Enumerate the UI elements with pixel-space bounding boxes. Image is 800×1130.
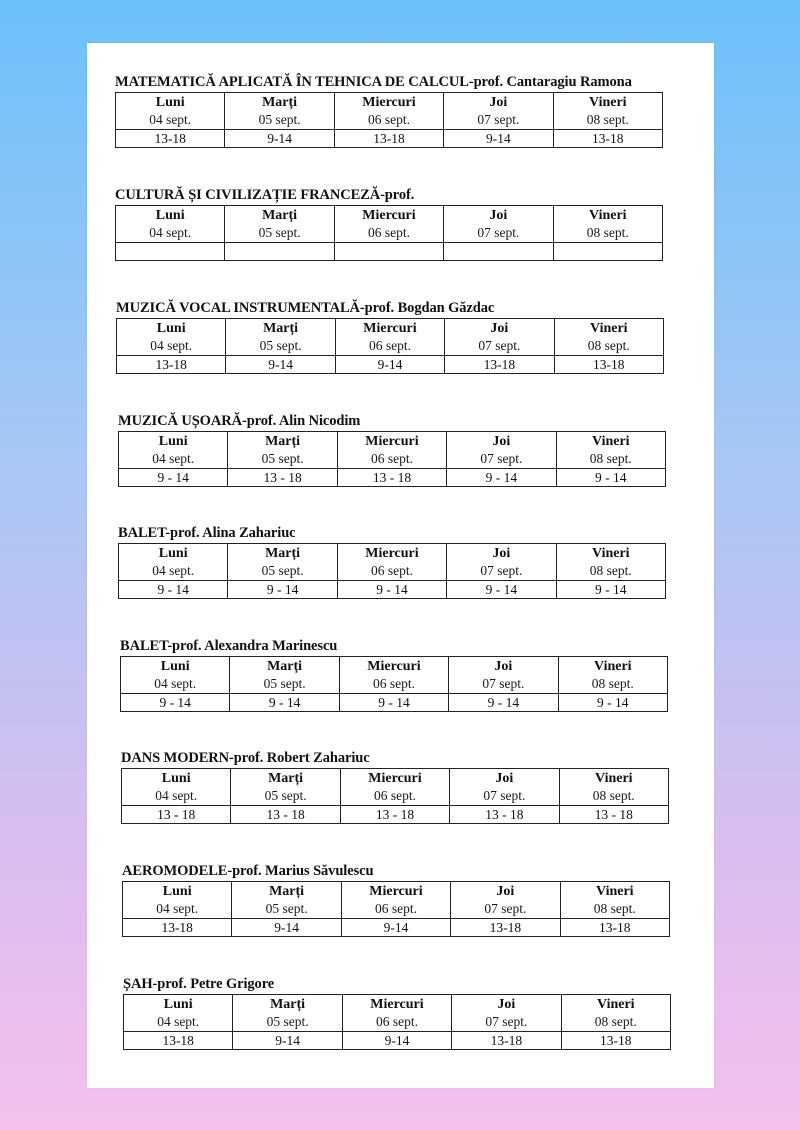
day-name: Luni — [160, 658, 190, 674]
time-slot-cell: 9 - 14 — [339, 694, 448, 712]
schedule-table — [123, 994, 671, 1050]
day-date: 05 sept. — [258, 111, 301, 127]
day-name: Luni — [158, 433, 188, 449]
day-date: 04 sept. — [154, 675, 197, 691]
day-header-cell — [559, 769, 668, 806]
day-date: 07 sept. — [478, 337, 521, 353]
day-header-cell — [119, 544, 228, 581]
day-header-cell — [334, 206, 443, 243]
day-name: Marți — [268, 770, 304, 786]
time-slot-cell: 9-14 — [342, 1032, 451, 1050]
day-name: Vineri — [596, 996, 635, 1012]
day-header-cell — [337, 544, 446, 581]
day-date: 04 sept. — [149, 111, 192, 127]
schedule-block — [115, 73, 675, 148]
course-title: MATEMATICĂ APLICATĂ ÎN TEHNICA DE CALCUL-prof. Cantaragiu Ramona — [115, 74, 632, 90]
day-header-cell — [228, 432, 337, 469]
day-date: 05 sept. — [266, 1013, 309, 1029]
day-name: Miercuri — [367, 658, 421, 674]
day-header-cell — [232, 882, 341, 919]
day-name: Vineri — [588, 94, 627, 110]
time-slot-cell: 9 - 14 — [228, 581, 337, 599]
day-name: Luni — [162, 883, 192, 899]
time-slot-cell: 13 - 18 — [337, 469, 446, 487]
day-name: Miercuri — [362, 94, 416, 110]
time-slot-cell: 9 - 14 — [230, 694, 339, 712]
day-name: Vineri — [594, 770, 633, 786]
time-row — [119, 581, 666, 599]
day-date: 08 sept. — [594, 1013, 637, 1029]
time-slot-cell: 9 - 14 — [119, 581, 228, 599]
day-date: 05 sept. — [261, 562, 304, 578]
day-name: Joi — [490, 320, 509, 336]
time-slot-cell: 9 - 14 — [121, 694, 230, 712]
course-title: DANS MODERN-prof. Robert Zahariuc — [121, 750, 370, 766]
time-slot-cell: 9 - 14 — [558, 694, 667, 712]
day-name: Marți — [263, 320, 299, 336]
day-name: Miercuri — [362, 207, 416, 223]
course-title: MUZICĂ VOCAL INSTRUMENTALĂ-prof. Bogdan Găzdac — [116, 300, 495, 316]
day-header-cell — [123, 882, 232, 919]
day-name: Marți — [265, 545, 301, 561]
day-name: Vineri — [591, 433, 630, 449]
day-date: 05 sept. — [259, 337, 302, 353]
day-header-row — [124, 995, 671, 1032]
schedule-table — [116, 318, 664, 374]
day-date: 05 sept. — [264, 787, 307, 803]
time-slot-cell: 13 - 18 — [122, 806, 231, 824]
time-slot-cell: 13-18 — [123, 919, 232, 937]
day-date: 07 sept. — [485, 1013, 528, 1029]
time-row — [121, 694, 668, 712]
day-date: 04 sept. — [152, 562, 195, 578]
day-header-cell — [560, 882, 669, 919]
day-date: 04 sept. — [149, 224, 192, 240]
day-name: Marți — [262, 207, 298, 223]
day-name: Miercuri — [370, 996, 424, 1012]
day-name: Marți — [267, 658, 303, 674]
time-slot-cell — [553, 243, 662, 261]
day-name: Luni — [158, 545, 188, 561]
day-name: Luni — [155, 94, 185, 110]
day-name: Joi — [495, 770, 514, 786]
day-header-row — [117, 319, 664, 356]
day-name: Miercuri — [365, 433, 419, 449]
time-slot-cell: 13-18 — [334, 130, 443, 148]
time-slot-cell: 13 - 18 — [340, 806, 449, 824]
day-header-cell — [558, 657, 667, 694]
day-date: 04 sept. — [155, 787, 198, 803]
day-header-cell — [452, 995, 561, 1032]
day-header-row — [119, 432, 666, 469]
day-date: 07 sept. — [483, 787, 526, 803]
schedule-table — [121, 768, 669, 824]
time-slot-cell: 13-18 — [445, 356, 554, 374]
day-date: 07 sept. — [484, 900, 527, 916]
day-date: 06 sept. — [373, 787, 416, 803]
day-date: 05 sept. — [265, 900, 308, 916]
day-header-cell — [117, 319, 226, 356]
day-date: 08 sept. — [592, 787, 635, 803]
day-header-cell — [554, 319, 663, 356]
day-date: 08 sept. — [587, 337, 630, 353]
time-slot-cell: 9-14 — [444, 130, 553, 148]
day-header-cell — [444, 206, 553, 243]
schedule-block — [115, 186, 675, 261]
day-name: Luni — [156, 320, 186, 336]
time-row — [122, 806, 669, 824]
day-date: 06 sept. — [370, 562, 413, 578]
day-header-cell — [447, 432, 556, 469]
day-date: 07 sept. — [482, 675, 525, 691]
schedule-block — [116, 299, 676, 374]
day-header-cell — [444, 93, 553, 130]
time-slot-cell: 13-18 — [124, 1032, 233, 1050]
time-slot-cell: 13 - 18 — [559, 806, 668, 824]
time-slot-cell: 13-18 — [116, 130, 225, 148]
day-name: Vineri — [595, 883, 634, 899]
day-header-cell — [225, 93, 334, 130]
schedule-block — [118, 412, 678, 487]
day-name: Joi — [492, 433, 511, 449]
time-slot-cell: 9 - 14 — [447, 469, 556, 487]
day-header-row — [121, 657, 668, 694]
day-name: Joi — [496, 883, 515, 899]
day-name: Marți — [265, 433, 301, 449]
time-slot-cell: 9-14 — [335, 356, 444, 374]
time-slot-cell: 9 - 14 — [119, 469, 228, 487]
day-header-cell — [450, 769, 559, 806]
day-name: Miercuri — [363, 320, 417, 336]
day-header-cell — [556, 432, 665, 469]
schedule-table — [118, 431, 666, 487]
schedule-table — [120, 656, 668, 712]
time-slot-cell — [334, 243, 443, 261]
day-date: 05 sept. — [258, 224, 301, 240]
schedule-block — [120, 637, 680, 712]
time-row — [119, 469, 666, 487]
day-name: Luni — [161, 770, 191, 786]
day-date: 06 sept. — [367, 224, 410, 240]
course-title: ȘAH-prof. Petre Grigore — [123, 976, 275, 992]
day-header-cell — [341, 882, 450, 919]
day-header-cell — [228, 544, 337, 581]
day-date: 06 sept. — [372, 675, 415, 691]
day-header-cell — [561, 995, 670, 1032]
time-slot-cell: 13-18 — [553, 130, 662, 148]
course-title: AEROMODELE-prof. Marius Săvulescu — [122, 863, 374, 879]
day-header-cell — [233, 995, 342, 1032]
day-header-cell — [445, 319, 554, 356]
day-date: 06 sept. — [374, 900, 417, 916]
day-date: 05 sept. — [263, 675, 306, 691]
course-title: BALET-prof. Alexandra Marinescu — [120, 638, 338, 654]
schedule-block — [118, 524, 678, 599]
day-header-cell — [335, 319, 444, 356]
day-name: Miercuri — [365, 545, 419, 561]
day-header-cell — [116, 206, 225, 243]
day-date: 08 sept. — [589, 450, 632, 466]
schedule-block — [123, 975, 683, 1050]
day-name: Marți — [270, 996, 306, 1012]
time-row — [123, 919, 670, 937]
day-date: 08 sept. — [586, 111, 629, 127]
schedule-block — [122, 862, 682, 937]
schedule-sheet — [87, 43, 714, 1088]
day-header-cell — [230, 657, 339, 694]
time-slot-cell: 13-18 — [560, 919, 669, 937]
day-header-cell — [449, 657, 558, 694]
day-header-cell — [124, 995, 233, 1032]
day-header-cell — [340, 769, 449, 806]
day-header-cell — [121, 657, 230, 694]
time-slot-cell: 9 - 14 — [337, 581, 446, 599]
day-date: 05 sept. — [261, 450, 304, 466]
schedule-table — [115, 205, 663, 261]
course-title: MUZICĂ UȘOARĂ-prof. Alin Nicodim — [118, 413, 361, 429]
time-slot-cell: 9-14 — [225, 130, 334, 148]
day-date: 07 sept. — [480, 450, 523, 466]
time-slot-cell: 9-14 — [226, 356, 335, 374]
time-slot-cell — [116, 243, 225, 261]
day-name: Marți — [269, 883, 305, 899]
time-slot-cell: 13 - 18 — [450, 806, 559, 824]
day-header-cell — [119, 432, 228, 469]
course-title: BALET-prof. Alina Zahariuc — [118, 525, 296, 541]
day-name: Vineri — [593, 658, 632, 674]
day-header-row — [123, 882, 670, 919]
day-date: 06 sept. — [370, 450, 413, 466]
day-header-cell — [451, 882, 560, 919]
day-date: 06 sept. — [367, 111, 410, 127]
day-header-cell — [339, 657, 448, 694]
day-name: Joi — [497, 996, 516, 1012]
time-slot-cell: 9 - 14 — [556, 581, 665, 599]
day-header-row — [116, 206, 663, 243]
day-date: 04 sept. — [150, 337, 193, 353]
time-slot-cell: 13-18 — [554, 356, 663, 374]
day-name: Luni — [155, 207, 185, 223]
time-row — [116, 130, 663, 148]
day-name: Luni — [163, 996, 193, 1012]
time-slot-cell: 13-18 — [561, 1032, 670, 1050]
day-header-cell — [226, 319, 335, 356]
day-name: Miercuri — [369, 883, 423, 899]
day-name: Joi — [489, 94, 508, 110]
day-date: 07 sept. — [477, 224, 520, 240]
time-slot-cell: 13-18 — [452, 1032, 561, 1050]
day-header-cell — [553, 206, 662, 243]
time-slot-cell — [225, 243, 334, 261]
time-slot-cell: 13-18 — [451, 919, 560, 937]
day-date: 04 sept. — [157, 1013, 200, 1029]
day-header-row — [116, 93, 663, 130]
day-header-row — [122, 769, 669, 806]
time-slot-cell: 9-14 — [233, 1032, 342, 1050]
day-header-cell — [337, 432, 446, 469]
day-header-row — [119, 544, 666, 581]
time-slot-cell: 13-18 — [117, 356, 226, 374]
time-slot-cell: 9-14 — [232, 919, 341, 937]
day-header-cell — [116, 93, 225, 130]
day-header-cell — [231, 769, 340, 806]
time-slot-cell — [444, 243, 553, 261]
time-slot-cell: 9 - 14 — [449, 694, 558, 712]
day-header-cell — [334, 93, 443, 130]
day-name: Vineri — [588, 207, 627, 223]
day-name: Joi — [494, 658, 513, 674]
day-header-cell — [447, 544, 556, 581]
day-header-cell — [225, 206, 334, 243]
time-slot-cell: 13 - 18 — [228, 469, 337, 487]
schedule-block — [121, 749, 681, 824]
day-date: 07 sept. — [480, 562, 523, 578]
day-name: Vineri — [591, 545, 630, 561]
day-date: 06 sept. — [375, 1013, 418, 1029]
day-date: 06 sept. — [368, 337, 411, 353]
time-slot-cell: 9 - 14 — [556, 469, 665, 487]
time-row — [117, 356, 664, 374]
schedule-table — [115, 92, 663, 148]
course-title: CULTURĂ ȘI CIVILIZAȚIE FRANCEZĂ-prof. — [115, 187, 415, 203]
schedule-table — [118, 543, 666, 599]
day-date: 04 sept. — [152, 450, 195, 466]
day-date: 04 sept. — [156, 900, 199, 916]
day-header-cell — [553, 93, 662, 130]
day-date: 07 sept. — [477, 111, 520, 127]
time-row — [116, 243, 663, 261]
day-name: Marți — [262, 94, 298, 110]
day-header-cell — [122, 769, 231, 806]
day-name: Miercuri — [368, 770, 422, 786]
day-name: Vineri — [589, 320, 628, 336]
day-date: 08 sept. — [591, 675, 634, 691]
day-name: Joi — [489, 207, 508, 223]
day-date: 08 sept. — [586, 224, 629, 240]
day-name: Joi — [492, 545, 511, 561]
time-row — [124, 1032, 671, 1050]
time-slot-cell: 13 - 18 — [231, 806, 340, 824]
schedule-table — [122, 881, 670, 937]
time-slot-cell: 9-14 — [341, 919, 450, 937]
day-date: 08 sept. — [589, 562, 632, 578]
time-slot-cell: 9 - 14 — [447, 581, 556, 599]
day-header-cell — [342, 995, 451, 1032]
day-header-cell — [556, 544, 665, 581]
day-date: 08 sept. — [593, 900, 636, 916]
